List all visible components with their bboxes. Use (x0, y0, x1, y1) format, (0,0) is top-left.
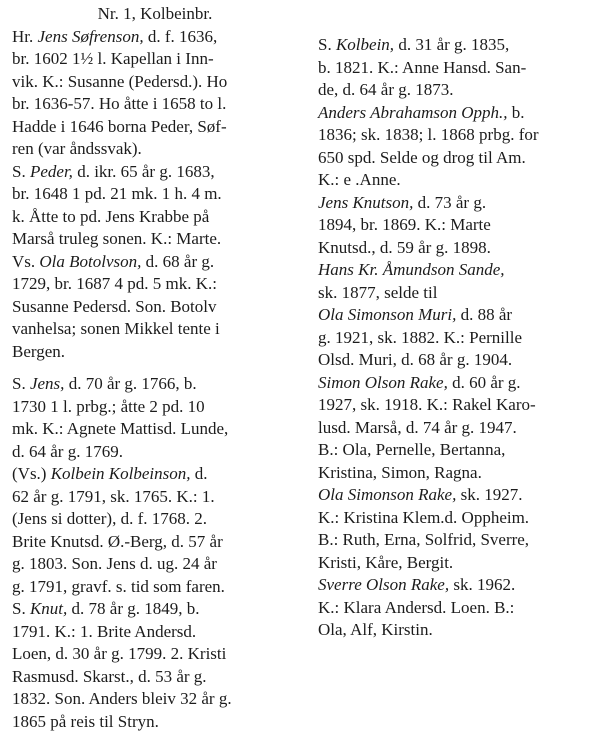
person-name: Kolbein, (335, 35, 395, 54)
entry-simon-olson-rake: Simon Olson Rake, d. 60 år g. 1927, sk. 1918. K.: Rakel Karo- lusd. Marså, d. 74 år g. 1947. B.: Ola, Pernelle, Bertanna, Kristina, Simon, Ragna. (318, 372, 536, 482)
entry-knut: S. Knut, d. 78 år g. 1849, b. 1791. K.: 1. Brite Andersd. Loen, d. 30 år g. 1799. 2. Kristi Rasmusd. Skarst., d. 53 år g. 1832. Son. Anders bleiv 32 år g. 1865 på reis til Stryn. (12, 599, 232, 731)
person-name: Simon Olson Rake, (318, 372, 448, 392)
person-name: Sverre Olson Rake, (318, 575, 450, 594)
entry-peder: S. Peder, d. ikr. 65 år g. 1683, br. 1648 1 pd. 21 mk. 1 h. 4 m. k. Åtte to pd. Jens Krabbe på Marså truleg sonen. K.: Marte. (12, 161, 222, 248)
entry-ola-simonson-muri: Ola Simonson Muri, d. 88 år g. 1921, sk. 1882. K.: Pernille Olsd. Muri, d. 68 år g. 1904. (318, 305, 522, 369)
entry-ola-simonson-rake: Ola Simonson Rake, sk. 1927. K.: Kristina Klem.d. Oppheim. B.: Ruth, Erna, Solfrid, Sverre, Kristi, Kåre, Bergit. (318, 485, 530, 572)
person-name: Knut, (29, 599, 68, 618)
person-name: Anders Abrahamson Opph., (318, 102, 508, 122)
person-name: Kolbein Kolbeinson, (50, 464, 191, 483)
entry-jens: S. Jens, d. 70 år g. 1766, b. 1730 1 l. prbg.; åtte 2 pd. 10 mk. K.: Agnete Mattisd. Lunde, d. 64 år g. 1769. (12, 374, 229, 461)
right-column (318, 0, 588, 642)
entry-hans-amundson: Hans Kr. Åmundson Sande, sk. 1877, selde til (318, 260, 505, 302)
entry-jens-knutson: Jens Knutson, d. 73 år g. 1894, br. 1869. K.: Marte Knutsd., d. 59 år g. 1898. (318, 192, 491, 257)
entry-kolbein: S. Kolbein, d. 31 år g. 1835, b. 1821. K.: Anne Hansd. San- de, d. 64 år g. 1873. (318, 35, 527, 99)
person-name: Peder, (29, 161, 73, 181)
person-name: Jens, (29, 374, 65, 393)
person-name: Ola Simonson Muri, (318, 305, 457, 324)
person-name: Hans Kr. Åmundson Sande, (318, 260, 505, 279)
entry-kolbein-kolbeinson: (Vs.) Kolbein Kolbeinson, d. 62 år g. 1791, sk. 1765. K.: 1. (Jens si dotter), d. f. 1768. 2. Brite Knutsd. Ø.-Berg, d. 57 år g. 1803. Son. Jens d. ug. 24 år g. 1791, gravf. s. tid som faren. (12, 464, 225, 596)
entry-jens-sofrenson: Hr. Jens Søfrenson, d. f. 1636, br. 1602 1½ l. Kapellan i Inn- vik. K.: Susanne (Pedersd.). Ho br. 1636-57. Ho åtte i 1658 to l. Hadde i 1646 borna Peder, Søf- ren (var åndssvak). (12, 26, 228, 158)
person-name: Ola Simonson Rake, (318, 485, 457, 504)
farm-heading: Nr. 1, Kolbeinbr. (97, 4, 213, 23)
entry-sverre-olson-rake: Sverre Olson Rake, sk. 1962. K.: Klara Andersd. Loen. B.: Ola, Alf, Kirstin. (318, 575, 516, 639)
person-name: Ola Botolvson, (39, 251, 142, 271)
left-column (12, 0, 298, 733)
entry-ola-botolvson: Vs. Ola Botolvson, d. 68 år g. 1729, br. 1687 4 pd. 5 mk. K.: Susanne Pedersd. Son. Botolv vanhelsa; sonen Mikkel tente i Bergen. (12, 251, 220, 361)
person-name: Jens Knutson, (318, 192, 414, 212)
entry-anders-abrahamson: Anders Abrahamson Opph., b. 1836; sk. 1838; l. 1868 prbg. for 650 spd. Selde og drog til Am. K.: e .Anne. (318, 102, 539, 189)
person-name: Jens Søfrenson, (37, 26, 144, 46)
